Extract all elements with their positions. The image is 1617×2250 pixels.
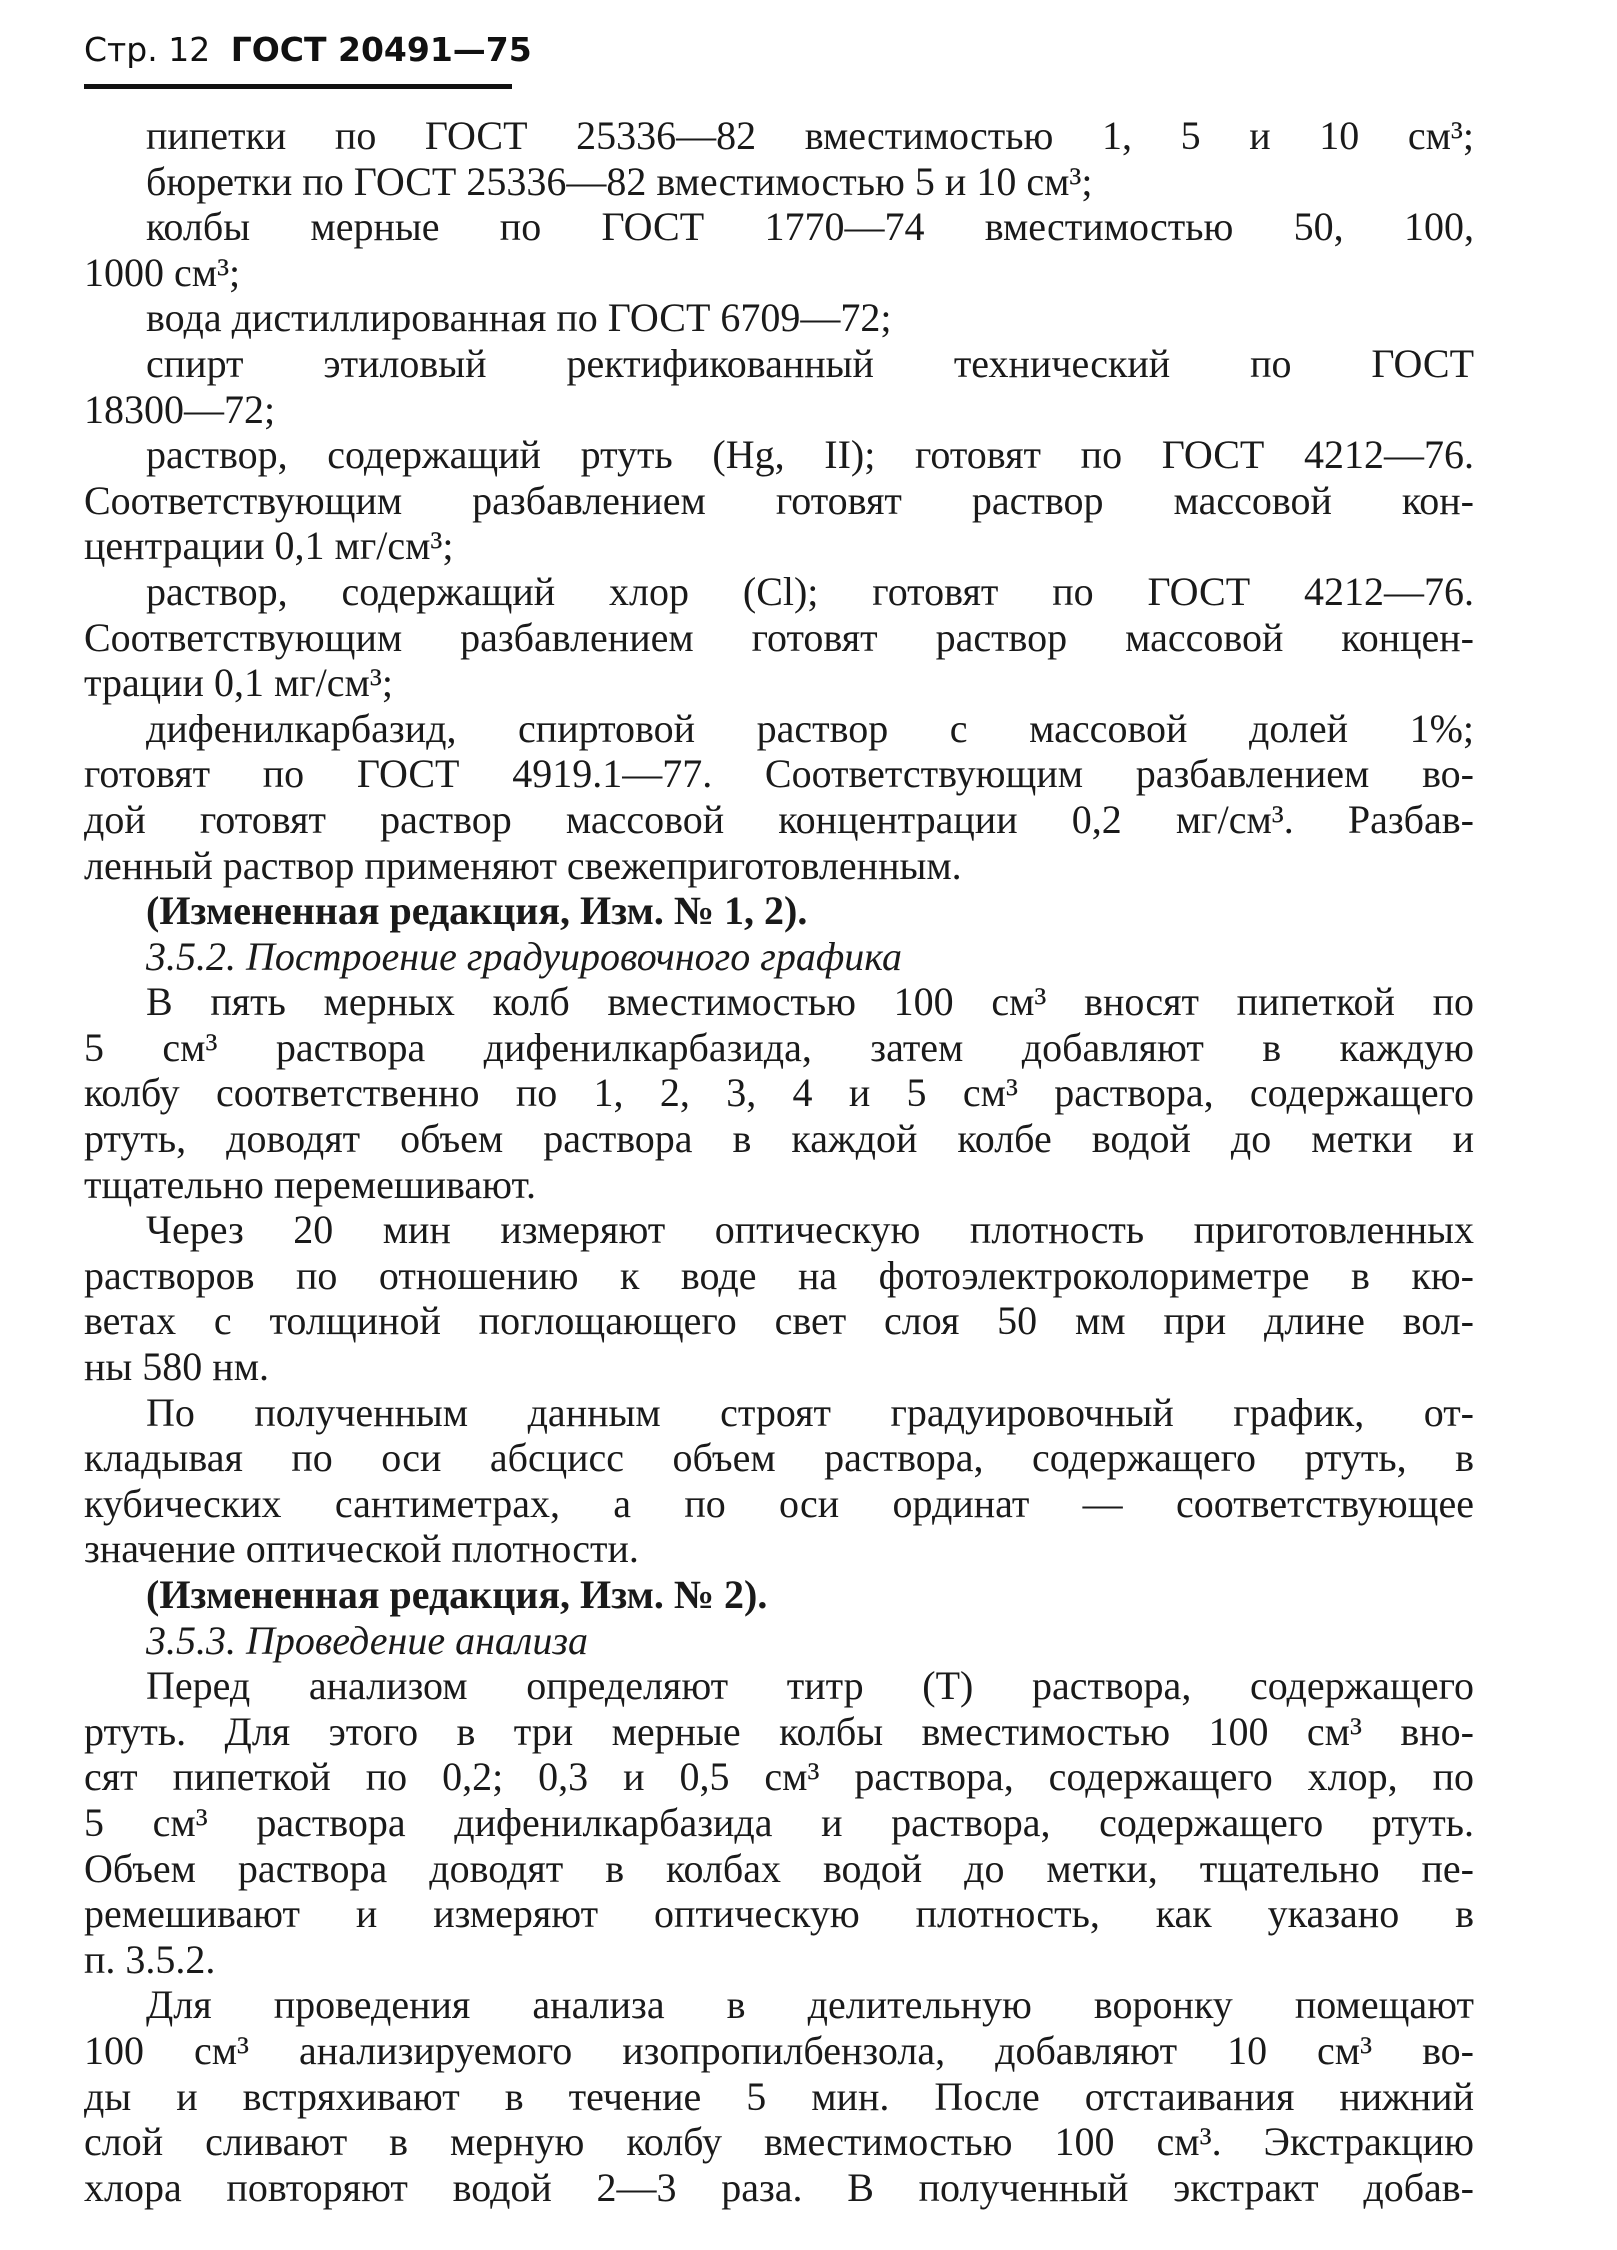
text-line: центрации 0,1 мг/см³; [84, 523, 454, 569]
header-divider [84, 84, 512, 89]
text-line: сят пипеткой по 0,2; 0,3 и 0,5 см³ раствора, содержащего хлор, по [84, 1754, 1474, 1800]
text-line: Перед анализом определяют титр (Т) раствора, содержащего [146, 1663, 1474, 1709]
text-line: ртуть, доводят объем раствора в каждой колбе водой до метки и [84, 1116, 1474, 1162]
text-line: 5 см³ раствора дифенилкарбазида, затем добавляют в каждую [84, 1024, 1474, 1070]
text-line: Через 20 мин измеряют оптическую плотность приготовленных [146, 1207, 1474, 1253]
text-line: бюретки по ГОСТ 25336—82 вместимостью 5 и 10 см³; [146, 158, 1093, 204]
text-line: колбы мерные по ГОСТ 1770—74 вместимостью 50, 100, [146, 204, 1474, 250]
text-line: п. 3.5.2. [84, 1936, 216, 1982]
text-line: ветах с толщиной поглощающего свет слоя 50 мм при длине вол- [84, 1298, 1474, 1344]
text-line: 100 см³ анализируемого изопропилбензола, добавляют 10 см³ во- [84, 2027, 1474, 2073]
text-line: хлора повторяют водой 2—3 раза. В полученный экстракт добав- [84, 2164, 1474, 2210]
text-line: 18300—72; [84, 386, 276, 432]
text-line: ремешивают и измеряют оптическую плотность, как указано в [84, 1891, 1474, 1937]
text-line: ленный раствор применяют свежеприготовленным. [84, 842, 962, 888]
section-heading: 3.5.2. Построение градуировочного графика [146, 933, 902, 979]
text-line: тщательно перемешивают. [84, 1161, 536, 1207]
text-line: пипетки по ГОСТ 25336—82 вместимостью 1, 5 и 10 см³; [146, 113, 1474, 158]
amendment-note: (Измененная редакция, Изм. № 1, 2). [146, 888, 808, 934]
text-line: Соответствующим разбавлением готовят раствор массовой концен- [84, 614, 1474, 660]
text-line: значение оптической плотности. [84, 1526, 639, 1572]
amendment-note: (Измененная редакция, Изм. № 2). [146, 1572, 768, 1617]
text-line: ды и встряхивают в течение 5 мин. После отстаивания нижний [84, 2073, 1474, 2119]
text-line: 5 см³ раствора дифенилкарбазида и раствора, содержащего ртуть. [84, 1799, 1474, 1845]
text-line: растворов по отношению к воде на фотоэлектроколориметре в кю- [84, 1252, 1474, 1298]
document-code: ГОСТ 20491—75 [230, 30, 532, 69]
text-line: дифенилкарбазид, спиртовой раствор с массовой долей 1%; [146, 705, 1474, 751]
page-number: Стр. 12 [84, 30, 211, 69]
text-line: ны 580 нм. [84, 1344, 269, 1390]
document-body [84, 113, 1474, 2210]
text-line: дой готовят раствор массовой концентрации 0,2 мг/см³. Разбав- [84, 796, 1474, 842]
text-line: Соответствующим разбавлением готовят раствор массовой кон- [84, 477, 1474, 523]
text-line: Объем раствора доводят в колбах водой до метки, тщательно пе- [84, 1845, 1474, 1891]
text-line: По полученным данным строят градуировочный график, от- [146, 1389, 1474, 1435]
page-header [84, 30, 532, 69]
text-line: колбу соответственно по 1, 2, 3, 4 и 5 см³ раствора, содержащего [84, 1070, 1474, 1116]
text-line: раствор, содержащий хлор (Cl); готовят по ГОСТ 4212—76. [146, 568, 1474, 614]
text-line: В пять мерных колб вместимостью 100 см³ вносят пипеткой по [146, 979, 1474, 1025]
text-line: готовят по ГОСТ 4919.1—77. Соответствующим разбавлением во- [84, 751, 1474, 797]
text-line: кладывая по оси абсцисс объем раствора, содержащего ртуть, в [84, 1435, 1474, 1481]
text-line: ртуть. Для этого в три мерные колбы вместимостью 100 см³ вно- [84, 1708, 1474, 1754]
text-line: спирт этиловый ректификованный технический по ГОСТ [146, 340, 1474, 386]
text-line: 1000 см³; [84, 249, 241, 295]
text-line: Для проведения анализа в делительную воронку помещают [146, 1982, 1474, 2028]
text-line: трации 0,1 мг/см³; [84, 660, 393, 706]
text-line: кубических сантиметрах, а по оси ординат — соответствующее [84, 1480, 1474, 1526]
section-heading: 3.5.3. Проведение анализа [146, 1617, 588, 1663]
text-line: раствор, содержащий ртуть (Hg, II); готовят по ГОСТ 4212—76. [146, 432, 1474, 478]
text-line: вода дистиллированная по ГОСТ 6709—72; [146, 295, 892, 341]
text-line: слой сливают в мерную колбу вместимостью 100 см³. Экстракцию [84, 2119, 1474, 2165]
